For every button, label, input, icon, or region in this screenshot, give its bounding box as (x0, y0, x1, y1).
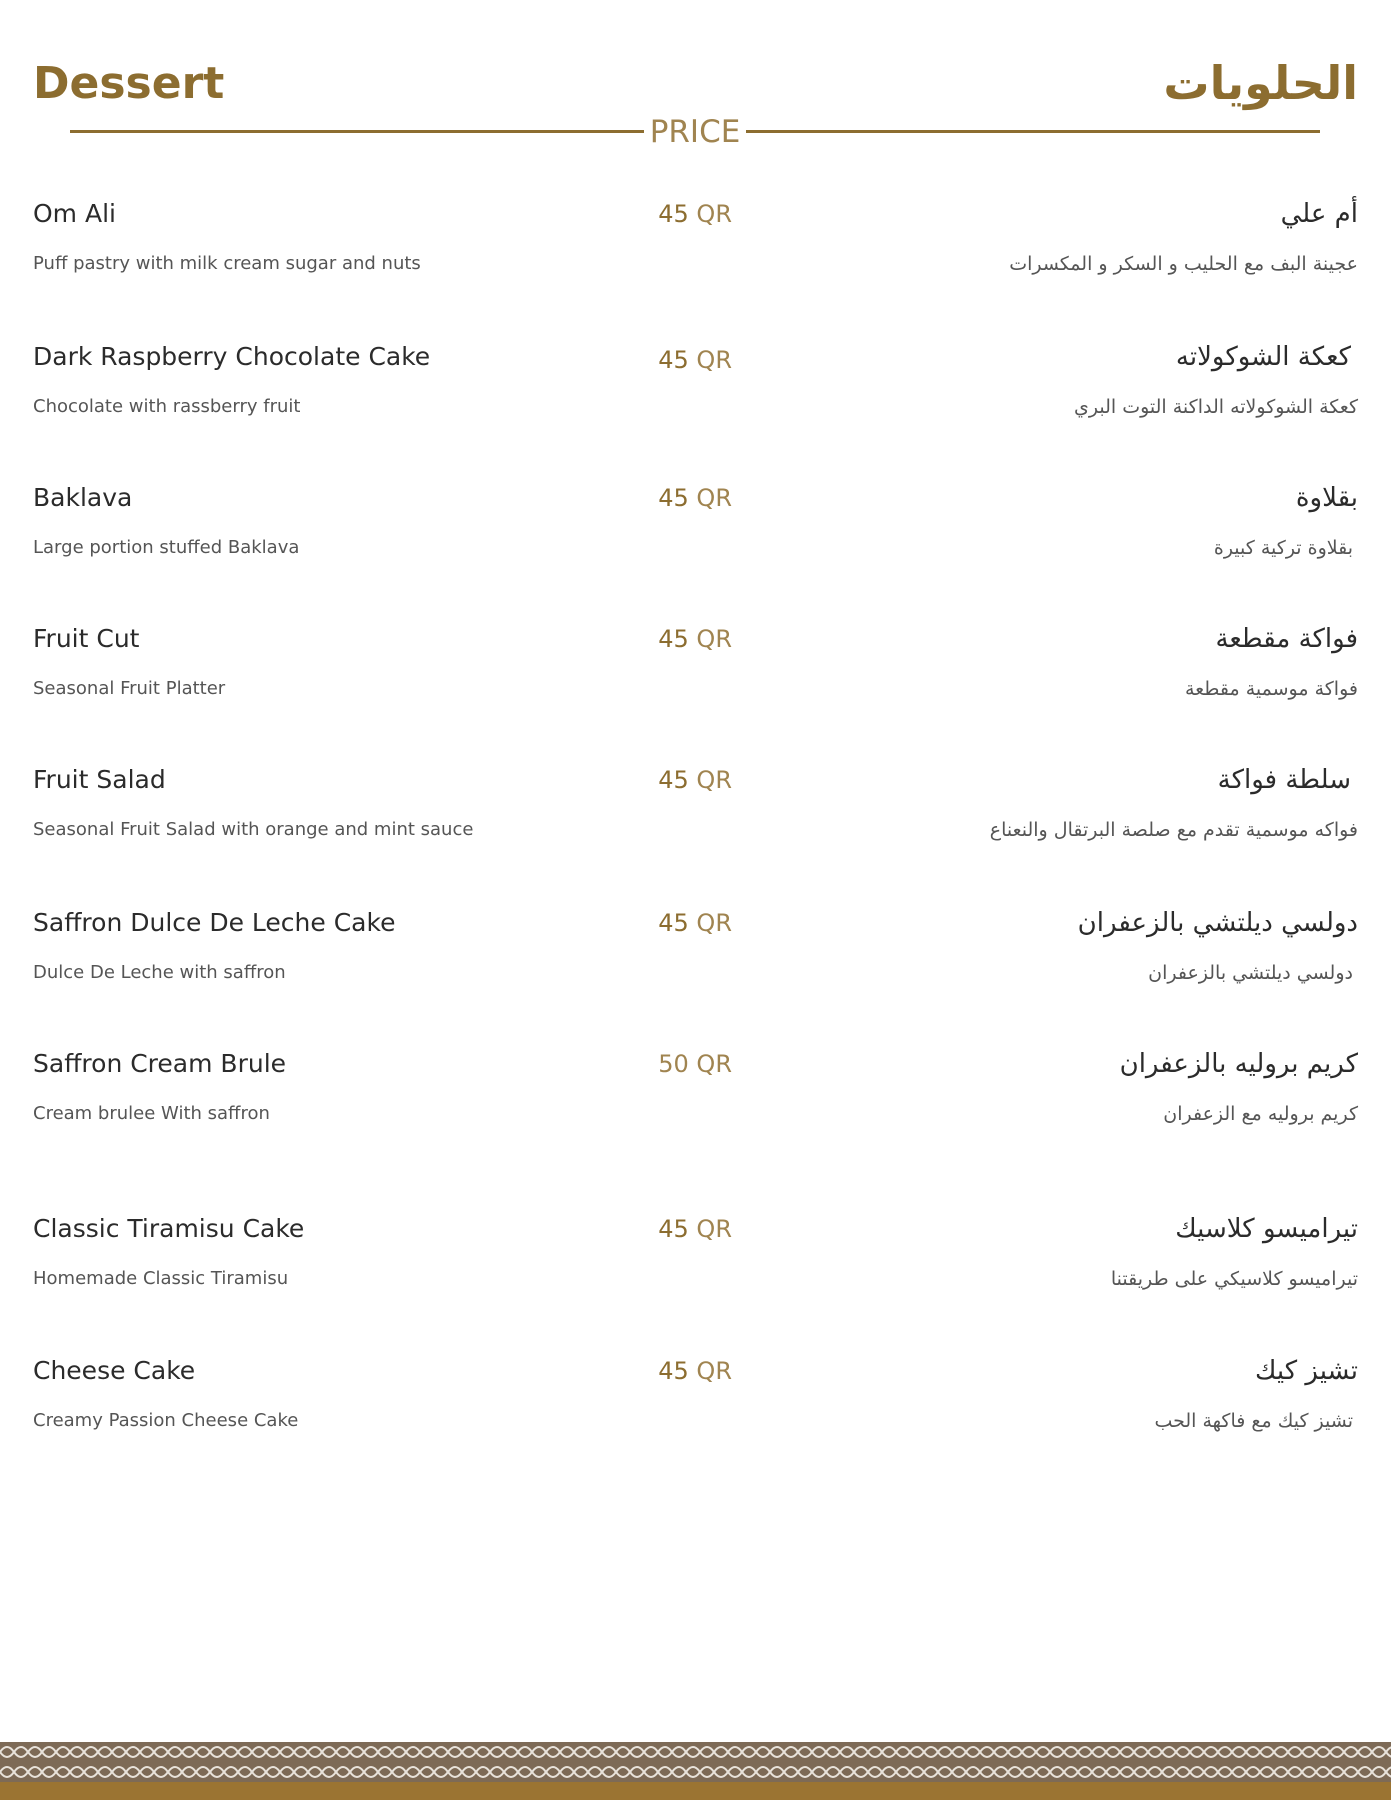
item-price (630, 623, 732, 655)
price-amount: 45 (658, 346, 689, 374)
menu-item (0, 1213, 1391, 1323)
price-currency: QR (696, 346, 732, 374)
item-description-arabic: فواكة موسمية مقطعة (1184, 678, 1358, 700)
menu-item (0, 341, 1391, 451)
item-description-english: Creamy Passion Cheese Cake (33, 1410, 299, 1431)
price-currency: QR (696, 200, 732, 228)
item-description-english: Chocolate with rassberry fruit (33, 396, 301, 417)
item-price (630, 764, 732, 796)
price-amount: 50 (658, 1050, 689, 1078)
price-amount: 45 (658, 625, 689, 653)
item-description-english: Seasonal Fruit Salad with orange and mint sauce (33, 819, 474, 840)
price-currency: QR (696, 1050, 732, 1078)
item-description-english: Homemade Classic Tiramisu (33, 1268, 289, 1289)
item-name-english: Om Ali (33, 199, 116, 228)
item-description-english: Large portion stuffed Baklava (33, 537, 300, 558)
item-description-arabic: عجينة البف مع الحليب و السكر و المكسرات (1009, 253, 1358, 275)
item-description-arabic: بقلاوة تركية كبيرة (1213, 537, 1353, 559)
item-description-english: Seasonal Fruit Platter (33, 678, 226, 699)
item-name-arabic: أم علي (1280, 199, 1358, 229)
item-description-english: Cream brulee With saffron (33, 1103, 270, 1124)
price-amount: 45 (658, 1215, 689, 1243)
item-name-english: Fruit Salad (33, 765, 166, 794)
price-amount: 45 (658, 200, 689, 228)
menu-title-english: Dessert (33, 58, 225, 109)
menu-item (0, 1048, 1391, 1158)
price-amount: 45 (658, 766, 689, 794)
menu-item (0, 1355, 1391, 1465)
item-price (630, 1048, 732, 1080)
footer-band (0, 1782, 1391, 1800)
item-description-arabic: كريم بروليه مع الزعفران (1163, 1103, 1358, 1125)
menu-item (0, 482, 1391, 592)
item-description-arabic: تيراميسو كلاسيكي على طريقتنا (1110, 1268, 1358, 1290)
menu-item (0, 907, 1391, 1017)
item-name-arabic: كريم بروليه بالزعفران (1119, 1049, 1358, 1079)
item-name-english: Classic Tiramisu Cake (33, 1214, 305, 1243)
item-name-arabic: دولسي ديلتشي بالزعفران (1077, 908, 1358, 938)
item-name-english: Dark Raspberry Chocolate Cake (33, 342, 431, 371)
item-name-arabic: فواكة مقطعة (1215, 624, 1358, 654)
item-price (630, 344, 732, 376)
item-name-english: Fruit Cut (33, 624, 140, 653)
item-name-english: Saffron Dulce De Leche Cake (33, 908, 396, 937)
header-divider-left (70, 130, 644, 133)
menu-item (0, 198, 1391, 308)
price-currency: QR (696, 484, 732, 512)
item-price (630, 1355, 732, 1387)
item-description-arabic: فواكه موسمية تقدم مع صلصة البرتقال والنعناع (989, 819, 1358, 841)
menu-item (0, 764, 1391, 874)
item-name-english: Cheese Cake (33, 1356, 196, 1385)
footer-decorative-pattern (0, 1742, 1391, 1782)
price-currency: QR (696, 625, 732, 653)
item-name-arabic: تشيز كيك (1254, 1356, 1358, 1386)
item-price (630, 1213, 732, 1245)
item-name-arabic: سلطة فواكة (1217, 765, 1351, 795)
item-name-english: Baklava (33, 483, 133, 512)
price-currency: QR (696, 1215, 732, 1243)
item-description-english: Puff pastry with milk cream sugar and nuts (33, 253, 421, 274)
menu-item (0, 623, 1391, 733)
price-currency: QR (696, 1357, 732, 1385)
item-description-english: Dulce De Leche with saffron (33, 962, 286, 983)
item-name-english: Saffron Cream Brule (33, 1049, 287, 1078)
item-name-arabic: كعكة الشوكولاته (1175, 342, 1351, 372)
item-price (630, 907, 732, 939)
item-description-arabic: كعكة الشوكولاته الداكنة التوت البري (1074, 396, 1358, 418)
price-amount: 45 (658, 484, 689, 512)
item-description-arabic: دولسي ديلتشي بالزعفران (1148, 962, 1353, 984)
item-price (630, 198, 732, 230)
price-amount: 45 (658, 1357, 689, 1385)
item-price (630, 482, 732, 514)
price-column-header: PRICE (649, 114, 741, 150)
price-amount: 45 (658, 909, 689, 937)
item-description-arabic: تشيز كيك مع فاكهة الحب (1154, 1410, 1353, 1432)
menu-title-arabic: الحلويات (1163, 56, 1358, 110)
header-divider-right (746, 130, 1320, 133)
price-currency: QR (696, 909, 732, 937)
item-name-arabic: بقلاوة (1295, 483, 1358, 513)
item-name-arabic: تيراميسو كلاسيك (1175, 1214, 1358, 1244)
price-currency: QR (696, 766, 732, 794)
